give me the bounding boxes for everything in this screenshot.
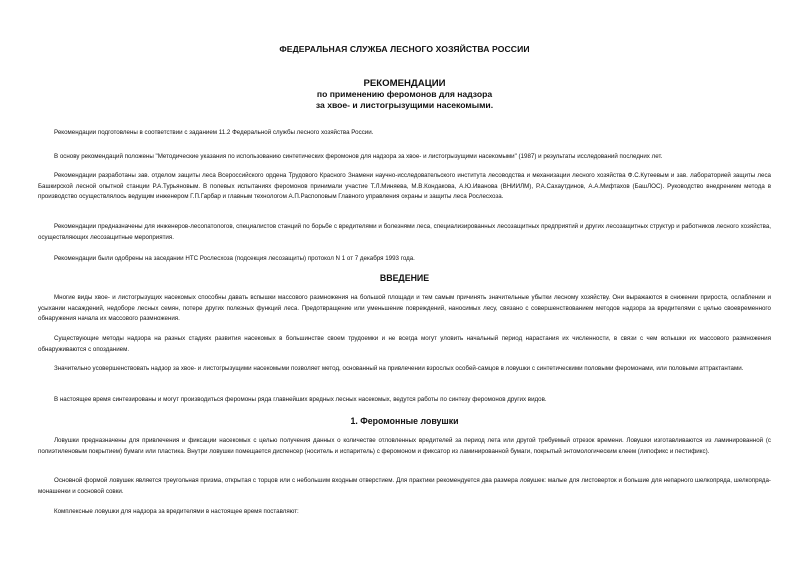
paragraph-audience: Рекомендации предназначены для инженеров-лесопатологов, специалистов станций по борьбе с вредителями и болезнями леса, специализированных лесозащитных предприятий и других лесозащитных структур и работников лесного хозяйства, осуществляющих лесозащитные мероприятия. xyxy=(38,223,771,241)
agency-header: ФЕДЕРАЛЬНАЯ СЛУЖБА ЛЕСНОГО ХОЗЯЙСТВА РОССИИ xyxy=(279,44,530,54)
section-1-paragraph-1: Ловушки предназначены для привлечения и фиксации насекомых с целью получения данных о количестве отловленных вредителей за период лета или другой требуемый отрезок времени. Ловушки изготавливаются из ламинированной (с полиэтиленовым покрытием) бумаги или пластика. Внутри ловушки помещается диспенсер (носитель и испаритель) с феромоном и фиксатор из ламинированной бумаги, покрытый энтомологическим клеем (липофикс и пестификс). xyxy=(38,437,771,455)
recommendations-title-block xyxy=(38,78,771,111)
paragraph-task: Рекомендации подготовлены в соответствии с заданием 11.2 Федеральной службы лесного хозяйства России. xyxy=(54,129,374,136)
intro-paragraph-4: В настоящее время синтезированы и могут производиться феромоны ряда главнейших вредных лесных насекомых, ведутся работы по синтезу феромонов других видов. xyxy=(54,396,547,403)
paragraph-authors: Рекомендации разработаны зав. отделом защиты леса Всероссийского ордена Трудового Красного Знамени научно-исследовательского института лесоводства и механизации лесного хозяйства Ф.С.Кутеевым и зав. лабораторией защиты леса Башкирской лесной опытной станции Р.А.Турьяновым. В полевых испытаниях феромонов принимали участие Т.Л.Миняева, М.В.Кондакова, А.Ю.Иванова (ВНИИЛМ), Р.А.Сахаутдинов, А.А.Мифтахов (БашЛОС). Руководство внедрением метода в производство осуществлялось ведущим инженером Г.П.Гарбар и главным технологом А.П.Распоповым Главного управления охраны и защиты леса Рослесхоза. xyxy=(38,172,771,201)
paragraph-basis: В основу рекомендаций положены "Методические указания по использованию синтетических феромонов для надзора за хвое- и листогрызущими насекомыми" (1987) и результаты исследований последних лет. xyxy=(54,153,663,160)
section-1-paragraph-3: Комплексные ловушки для надзора за вредителями в настоящее время поставляют: xyxy=(54,508,299,515)
section-1-heading: 1. Феромонные ловушки xyxy=(350,416,459,426)
recommendations-title: РЕКОМЕНДАЦИИ xyxy=(363,78,446,89)
recommendations-subtitle-line1: по применению феромонов для надзора xyxy=(316,89,493,99)
section-1-paragraph-2: Основной формой ловушек является треугольная призма, открытая с торцов или с небольшим входным отверстием. Для практики рекомендуется два размера ловушек: малые для листоверток и большие для непарного шелкопряда, шелкопряда-монашенки и сосновой совки. xyxy=(38,477,771,495)
intro-paragraph-3: Значительно усовершенствовать надзор за хвое- и листогрызущими насекомыми позволяет метод, основанный на привлечении взрослых особей-самцов в ловушки с синтетическими половыми феромонами, или половыми аттрактантами. xyxy=(54,365,744,372)
intro-heading: ВВЕДЕНИЕ xyxy=(379,273,430,283)
paragraph-approval: Рекомендации были одобрены на заседании НТС Рослесхоза (подсекция лесозащиты) протокол N 1 от 7 декабря 1993 года. xyxy=(54,255,415,262)
recommendations-subtitle-line2: за хвое- и листогрызущими насекомыми. xyxy=(315,100,494,110)
intro-paragraph-1: Многие виды хвое- и листогрызущих насекомых способны давать вспышки массового размножения на большой площади и тем самым причинять значительные убытки лесному хозяйству. Они выражаются в снижении прироста, ослаблении и усыхании насаждений, недоборе лесных семян, потере других полезных функций леса. Предотвращение или уменьшение повреждений, наносимых лесу, связано с совершенствованием методов надзора за вредителями с целью своевременного обнаружения начала их массового размножения. xyxy=(38,294,771,323)
intro-paragraph-2: Существующие методы надзора на разных стадиях развития насекомых в большинстве своем трудоемки и не всегда могут уловить начальный период нарастания их численности, в связи с чем вспышки их массового размножения обнаруживаются с опозданием. xyxy=(38,335,771,353)
